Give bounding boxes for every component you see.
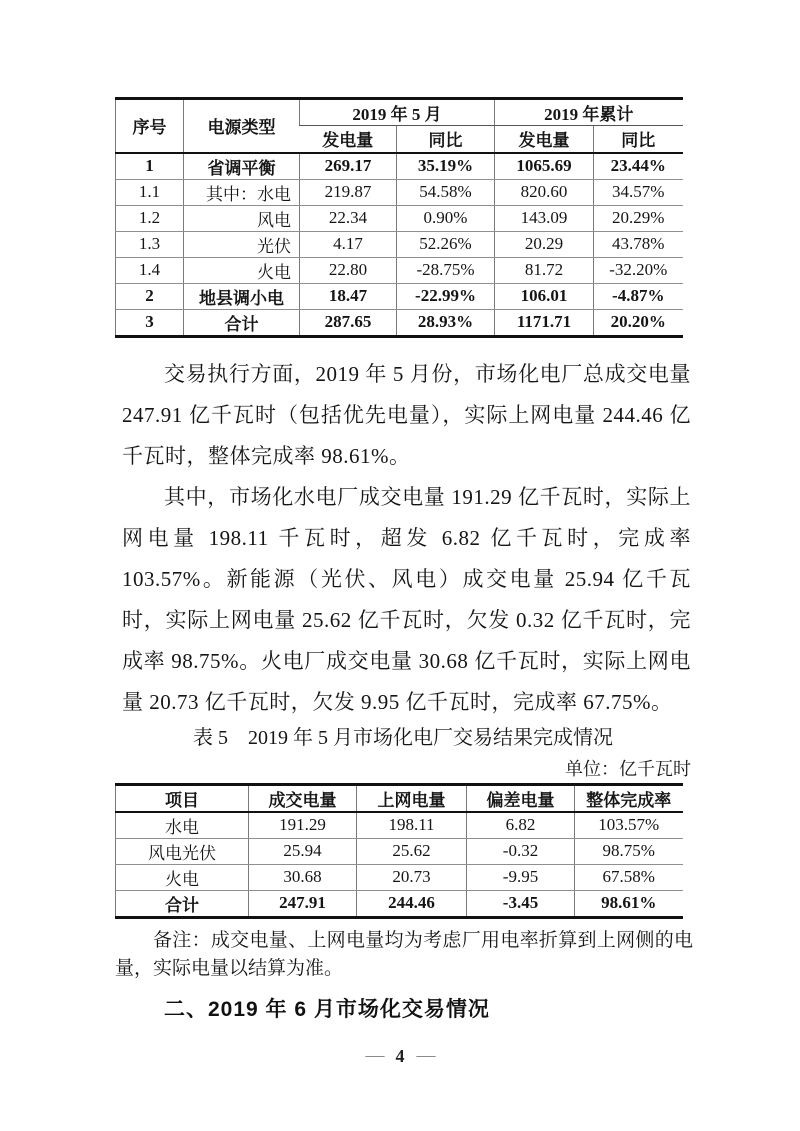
table-cell: 1 [116, 153, 184, 180]
table-cell: 106.01 [495, 283, 594, 309]
table-cell: 54.58% [397, 179, 495, 205]
table-cell: 6.82 [467, 812, 575, 839]
header-2019-cumulative: 2019 年累计 [495, 99, 683, 126]
table-cell: 1.3 [116, 231, 184, 257]
table-row [116, 205, 683, 231]
table-cell: 25.62 [357, 838, 467, 864]
table-cell: 火电 [184, 257, 300, 283]
table-row [116, 309, 683, 336]
table-cell: 98.75% [575, 838, 683, 864]
table-cell: 820.60 [495, 179, 594, 205]
header-item: 项目 [116, 784, 249, 812]
table-row [116, 812, 683, 839]
trade-completion-table [115, 783, 683, 919]
header-yoy-may: 同比 [397, 126, 495, 153]
table-cell: 34.57% [594, 179, 683, 205]
table-cell: 198.11 [357, 812, 467, 839]
table-cell: 1.1 [116, 179, 184, 205]
header-2019-may: 2019 年 5 月 [300, 99, 495, 126]
header-deviation-volume: 偏差电量 [467, 784, 575, 812]
table-cell: -0.32 [467, 838, 575, 864]
table-cell: -4.87% [594, 283, 683, 309]
table-cell: 20.29 [495, 231, 594, 257]
monthly-generation-table [115, 97, 683, 338]
header-seq: 序号 [116, 99, 184, 153]
table-cell: -9.95 [467, 864, 575, 890]
page-number: 4 [395, 1046, 405, 1066]
table-cell: 43.78% [594, 231, 683, 257]
table-header-row [116, 99, 683, 126]
table-cell: 219.87 [300, 179, 397, 205]
page-footer [0, 1043, 800, 1069]
table-cell: -3.45 [467, 890, 575, 917]
table-cell: 风电 [184, 205, 300, 231]
table-cell: -32.20% [594, 257, 683, 283]
table-header-row [116, 784, 683, 812]
table-cell: 30.68 [249, 864, 357, 890]
table-cell: 22.34 [300, 205, 397, 231]
table-cell: 其中：水电 [184, 179, 300, 205]
table-cell: 52.26% [397, 231, 495, 257]
table-cell: 1.4 [116, 257, 184, 283]
table-row [116, 231, 683, 257]
table-cell: 水电 [116, 812, 249, 839]
table-cell: 23.44% [594, 153, 683, 180]
table-cell: 2 [116, 283, 184, 309]
note-text: 备注：成交电量、上网电量均为考虑厂用电率折算到上网侧的电量，实际电量以结算为准。 [115, 929, 693, 979]
table-cell: 287.65 [300, 309, 397, 336]
header-source-type: 电源类型 [184, 99, 300, 153]
table-row [116, 257, 683, 283]
table-cell: 28.93% [397, 309, 495, 336]
paragraph-settlement-detail: 其中，市场化水电厂成交电量 191.29 亿千瓦时，实际上网电量 198.11 千瓦时，超发 6.82 亿千瓦时，完成率 103.57%。新能源（光伏、风电）成交电量 25.94 亿千瓦时，实际上网电量 25.62 亿千瓦时，欠发 0.32 亿千瓦时，完成率 98.75%。火电厂成交电量 30.68 亿千瓦时，实际上网电量 20.73 亿千瓦时，欠发 9.95 亿千瓦时，完成率 67.75%。 [122, 484, 691, 714]
table-cell: -28.75% [397, 257, 495, 283]
table-cell: 风电光伏 [116, 838, 249, 864]
table-cell: 20.29% [594, 205, 683, 231]
table-cell: 合计 [116, 890, 249, 917]
section-heading: 二、2019 年 6 月市场化交易情况 [164, 997, 490, 1021]
paragraph-trade-execution: 交易执行方面，2019 年 5 月份，市场化电厂总成交电量 247.91 亿千瓦时（包括优先电量），实际上网电量 244.46 亿千瓦时，整体完成率 98.61%。 [122, 361, 691, 468]
table-cell: 67.58% [575, 864, 683, 890]
table-row [116, 838, 683, 864]
table-cell: 247.91 [249, 890, 357, 917]
table-cell: 合计 [184, 309, 300, 336]
header-generation-may: 发电量 [300, 126, 397, 153]
table-cell: -22.99% [397, 283, 495, 309]
table5-unit-label: 单位：亿千瓦时 [565, 758, 691, 779]
table-cell: 20.20% [594, 309, 683, 336]
table-cell: 269.17 [300, 153, 397, 180]
table-cell: 35.19% [397, 153, 495, 180]
table-cell: 3 [116, 309, 184, 336]
header-generation-cum: 发电量 [495, 126, 594, 153]
table-cell: 244.46 [357, 890, 467, 917]
table-cell: 火电 [116, 864, 249, 890]
table-cell: 1171.71 [495, 309, 594, 336]
table-cell: 98.61% [575, 890, 683, 917]
table-cell: 191.29 [249, 812, 357, 839]
table-cell: 22.80 [300, 257, 397, 283]
table-cell: 103.57% [575, 812, 683, 839]
header-yoy-cum: 同比 [594, 126, 683, 153]
table-row [116, 864, 683, 890]
table-cell: 0.90% [397, 205, 495, 231]
table-row [116, 283, 683, 309]
header-traded-volume: 成交电量 [249, 784, 357, 812]
table-cell: 1.2 [116, 205, 184, 231]
table-cell: 81.72 [495, 257, 594, 283]
table-cell: 地县调小电 [184, 283, 300, 309]
table-row [116, 890, 683, 917]
table-cell: 光伏 [184, 231, 300, 257]
table-cell: 1065.69 [495, 153, 594, 180]
table-cell: 25.94 [249, 838, 357, 864]
table-row [116, 153, 683, 180]
table-row [116, 179, 683, 205]
table-cell: 4.17 [300, 231, 397, 257]
header-completion-rate: 整体完成率 [575, 784, 683, 812]
table-cell: 省调平衡 [184, 153, 300, 180]
table5-caption: 表 5 2019 年 5 月市场化电厂交易结果完成情况 [193, 726, 613, 749]
table-cell: 18.47 [300, 283, 397, 309]
footer-dash-right: — [416, 1045, 435, 1066]
table-cell: 143.09 [495, 205, 594, 231]
header-ongrid-volume: 上网电量 [357, 784, 467, 812]
table-cell: 20.73 [357, 864, 467, 890]
footer-dash-left: — [365, 1045, 384, 1066]
